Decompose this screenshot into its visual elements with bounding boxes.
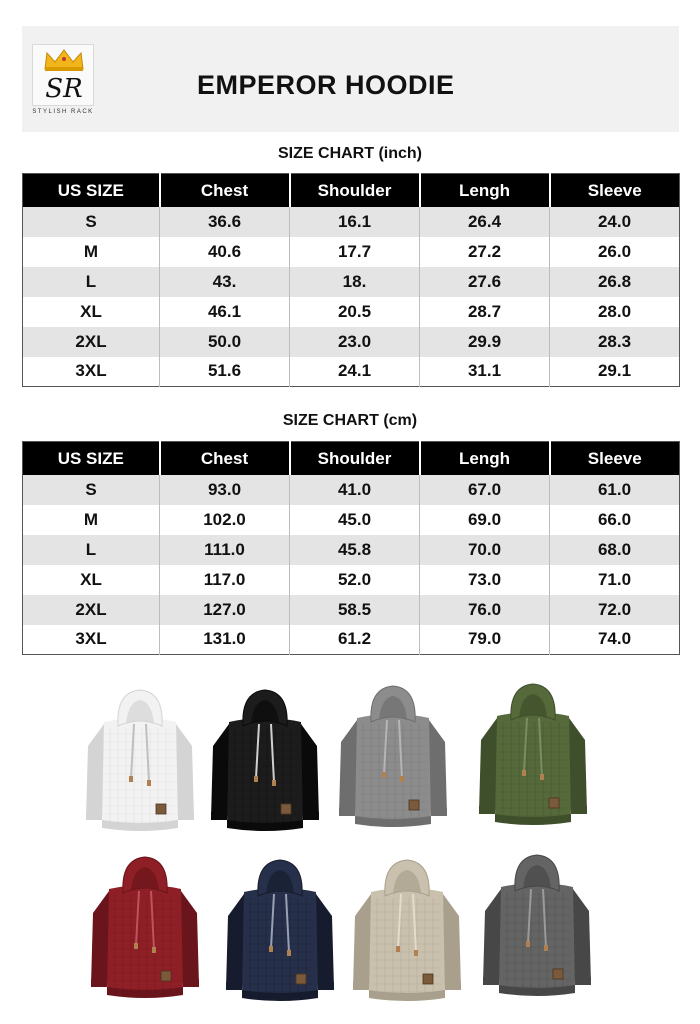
- table-cell: 76.0: [420, 595, 550, 625]
- page-title: EMPEROR HOODIE: [197, 70, 455, 100]
- header-length: Lengh: [420, 442, 550, 475]
- table-cell: 36.6: [160, 207, 290, 237]
- navy-hoodie-image: [220, 856, 340, 1006]
- table-row: [23, 267, 680, 297]
- table-cell: 61.2: [290, 625, 420, 655]
- logo-badge: [32, 44, 94, 106]
- table-row: [23, 625, 680, 655]
- table-cell: 3XL: [23, 625, 160, 655]
- table-cell: 16.1: [290, 207, 420, 237]
- table-row: [23, 357, 680, 387]
- table-cell: 24.0: [550, 207, 680, 237]
- table-header-row: [23, 442, 680, 475]
- table-cell: 26.0: [550, 237, 680, 267]
- table-cell: S: [23, 207, 160, 237]
- table-cell: 45.0: [290, 505, 420, 535]
- black-hoodie-image: [205, 686, 325, 836]
- table-cell: 51.6: [160, 357, 290, 387]
- table-cell: 20.5: [290, 297, 420, 327]
- table-cell: 27.2: [420, 237, 550, 267]
- table-cell: L: [23, 267, 160, 297]
- table-cell: S: [23, 475, 160, 505]
- table-cell: 2XL: [23, 327, 160, 357]
- header-shoulder: Shoulder: [290, 442, 420, 475]
- table-cell: 74.0: [550, 625, 680, 655]
- table-cell: 24.1: [290, 357, 420, 387]
- header-us-size: US SIZE: [23, 442, 160, 475]
- table-cell: 28.7: [420, 297, 550, 327]
- table-cell: 50.0: [160, 327, 290, 357]
- table-cell: 93.0: [160, 475, 290, 505]
- table-cell: 102.0: [160, 505, 290, 535]
- table-cell: 31.1: [420, 357, 550, 387]
- white-hoodie-image: [80, 686, 200, 836]
- table-cell: 52.0: [290, 565, 420, 595]
- table-row: [23, 505, 680, 535]
- table-cell: 79.0: [420, 625, 550, 655]
- table-cell: 23.0: [290, 327, 420, 357]
- logo-initials: SR: [45, 74, 83, 104]
- size-chart-cm-table: [22, 441, 680, 655]
- header-sleeve: Sleeve: [550, 174, 680, 207]
- table-cell: 72.0: [550, 595, 680, 625]
- table-cell: 67.0: [420, 475, 550, 505]
- table-cell: 69.0: [420, 505, 550, 535]
- table-cell: 127.0: [160, 595, 290, 625]
- table-header-row: [23, 174, 680, 207]
- brand-header: [22, 26, 679, 132]
- table-cell: 29.9: [420, 327, 550, 357]
- table-cell: 27.6: [420, 267, 550, 297]
- table-row: [23, 535, 680, 565]
- table-cell: 66.0: [550, 505, 680, 535]
- burgundy-hoodie-image: [85, 853, 205, 1003]
- gray-hoodie-image: [333, 682, 453, 832]
- table-row: [23, 565, 680, 595]
- table-cell: 17.7: [290, 237, 420, 267]
- charcoal-hoodie-image: [477, 851, 597, 1001]
- table-cell: 43.: [160, 267, 290, 297]
- table-cell: M: [23, 237, 160, 267]
- table-cell: 26.8: [550, 267, 680, 297]
- table-row: [23, 207, 680, 237]
- table-cell: XL: [23, 565, 160, 595]
- table-row: [23, 237, 680, 267]
- table-cell: 58.5: [290, 595, 420, 625]
- table-row: [23, 327, 680, 357]
- table-cell: 73.0: [420, 565, 550, 595]
- khaki-hoodie-image: [347, 856, 467, 1006]
- olive-hoodie-image: [473, 680, 593, 830]
- size-chart-inch-caption: SIZE CHART (inch): [278, 145, 422, 162]
- table-cell: 18.: [290, 267, 420, 297]
- table-cell: 41.0: [290, 475, 420, 505]
- logo-subtitle: STYLISH RACK: [32, 109, 94, 115]
- brand-logo: [32, 44, 94, 122]
- crown-icon: [33, 45, 95, 107]
- header-shoulder: Shoulder: [290, 174, 420, 207]
- table-cell: L: [23, 535, 160, 565]
- table-row: [23, 297, 680, 327]
- table-cell: 70.0: [420, 535, 550, 565]
- table-cell: 40.6: [160, 237, 290, 267]
- table-cell: 2XL: [23, 595, 160, 625]
- table-cell: 28.0: [550, 297, 680, 327]
- header-chest: Chest: [160, 174, 290, 207]
- table-cell: M: [23, 505, 160, 535]
- table-cell: 28.3: [550, 327, 680, 357]
- table-cell: 131.0: [160, 625, 290, 655]
- table-cell: 61.0: [550, 475, 680, 505]
- size-chart-cm-caption: SIZE CHART (cm): [282, 412, 418, 429]
- size-chart-inch-table: [22, 173, 680, 387]
- table-cell: 111.0: [160, 535, 290, 565]
- table-cell: 46.1: [160, 297, 290, 327]
- table-cell: XL: [23, 297, 160, 327]
- table-cell: 3XL: [23, 357, 160, 387]
- table-cell: 26.4: [420, 207, 550, 237]
- header-sleeve: Sleeve: [550, 442, 680, 475]
- table-row: [23, 475, 680, 505]
- table-cell: 71.0: [550, 565, 680, 595]
- header-chest: Chest: [160, 442, 290, 475]
- header-us-size: US SIZE: [23, 174, 160, 207]
- table-cell: 117.0: [160, 565, 290, 595]
- table-cell: 29.1: [550, 357, 680, 387]
- header-length: Lengh: [420, 174, 550, 207]
- table-row: [23, 595, 680, 625]
- table-cell: 68.0: [550, 535, 680, 565]
- table-cell: 45.8: [290, 535, 420, 565]
